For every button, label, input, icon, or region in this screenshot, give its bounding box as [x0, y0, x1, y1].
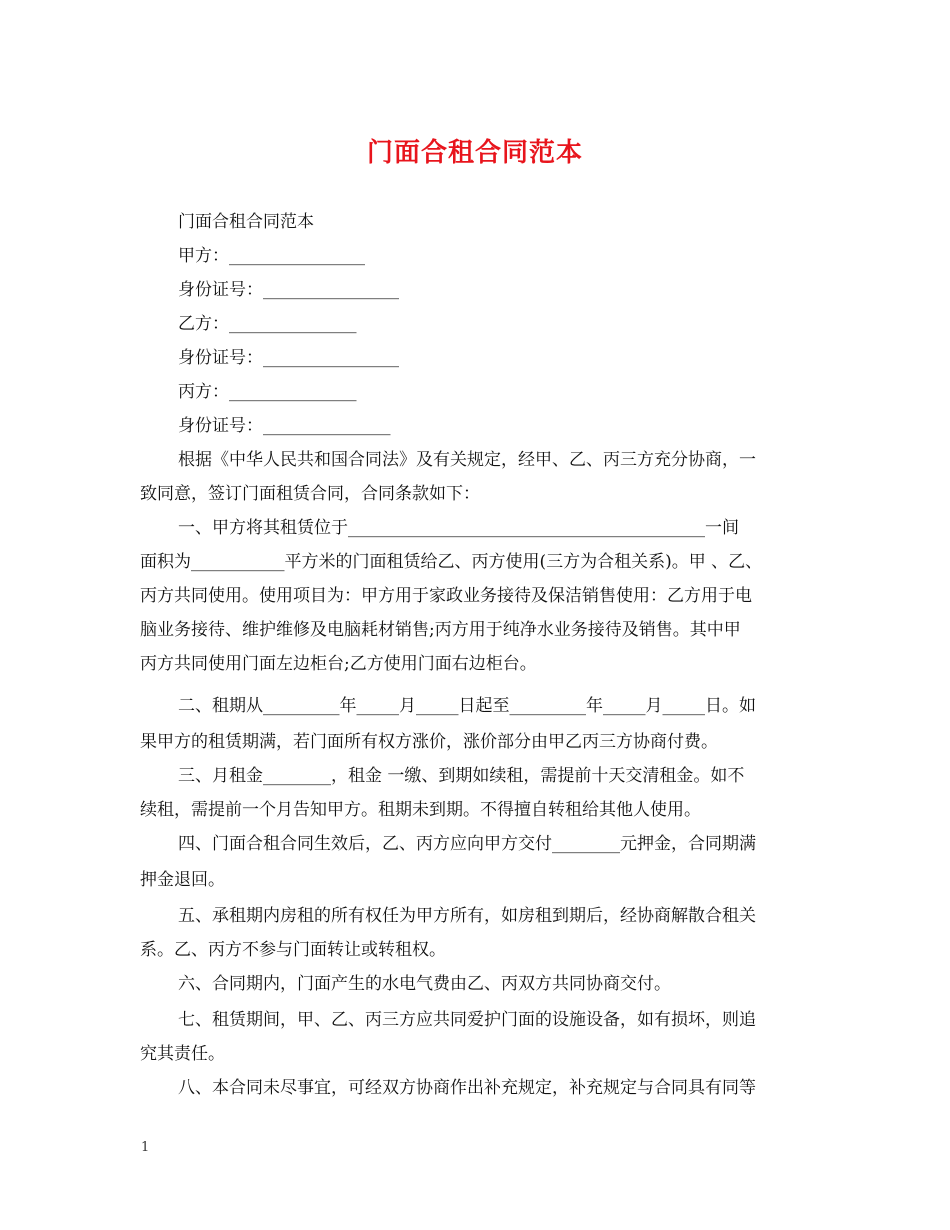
text-line: 丙方共同使用。使用项目为：甲方用于家政业务接待及保洁销售使用：乙方用于电 — [140, 586, 752, 606]
text-line: 二、租期从_________年_____月_____日起至_________年_____月_____日。如 — [178, 696, 756, 716]
page-number: 1 — [141, 1140, 150, 1155]
text-line: 致同意，签订门面租赁合同，合同条款如下： — [140, 484, 480, 504]
text-line: 一、甲方将其租赁位于__________________________________________一间 — [178, 518, 739, 538]
party-c-id-line: 身份证号：_______________ — [178, 416, 391, 436]
text-line: 系。乙、丙方不参与门面转让或转租权。 — [140, 940, 446, 960]
text-line: 根据《中华人民共和国合同法》及有关规定，经甲、乙、丙三方充分协商，一 — [178, 450, 756, 470]
text-line: 押金退回。 — [140, 870, 225, 890]
text-line: 三、月租金________，租金 一缴、到期如续租，需提前十天交清租金。如不 — [178, 766, 745, 786]
text-line: 续租，需提前一个月告知甲方。租期未到期。不得擅自转租给其他人使用。 — [140, 800, 701, 820]
party-a-id-line: 身份证号：________________ — [178, 280, 399, 300]
text-line: 六、合同期内，门面产生的水电气费由乙、丙双方共同协商交付。 — [178, 974, 671, 994]
party-b-id-line: 身份证号：________________ — [178, 348, 399, 368]
text-line: 丙方共同使用门面左边柜台;乙方使用门面右边柜台。 — [140, 654, 537, 674]
party-c-line: 丙方：_______________ — [178, 382, 357, 402]
text-line: 七、租赁期间，甲、乙、丙三方应共同爱护门面的设施设备，如有损坏，则追 — [178, 1010, 756, 1030]
text-line: 面积为___________平方米的门面租赁给乙、丙方使用(三方为合租关系)。甲 、乙、 — [140, 552, 763, 572]
party-b-line: 乙方：_______________ — [178, 314, 357, 334]
text-line: 八、本合同未尽事宜，可经双方协商作出补充规定，补充规定与合同具有同等 — [178, 1078, 756, 1098]
text-line: 五、承租期内房租的所有权任为甲方所有，如房租到期后，经协商解散合租关 — [178, 906, 756, 926]
text-line: 果甲方的租赁期满，若门面所有权方涨价，涨价部分由甲乙丙三方协商付费。 — [140, 732, 718, 752]
text-line: 脑业务接待、维护维修及电脑耗材销售;丙方用于纯净水业务接待及销售。其中甲 — [140, 620, 741, 640]
party-a-line: 甲方：________________ — [178, 246, 365, 266]
text-line: 究其责任。 — [140, 1044, 225, 1064]
subtitle-line: 门面合租合同范本 — [178, 212, 314, 232]
document-title: 门面合租合同范本 — [366, 138, 583, 168]
text-line: 四、门面合租合同生效后，乙、丙方应向甲方交付________元押金，合同期满 — [178, 834, 756, 854]
